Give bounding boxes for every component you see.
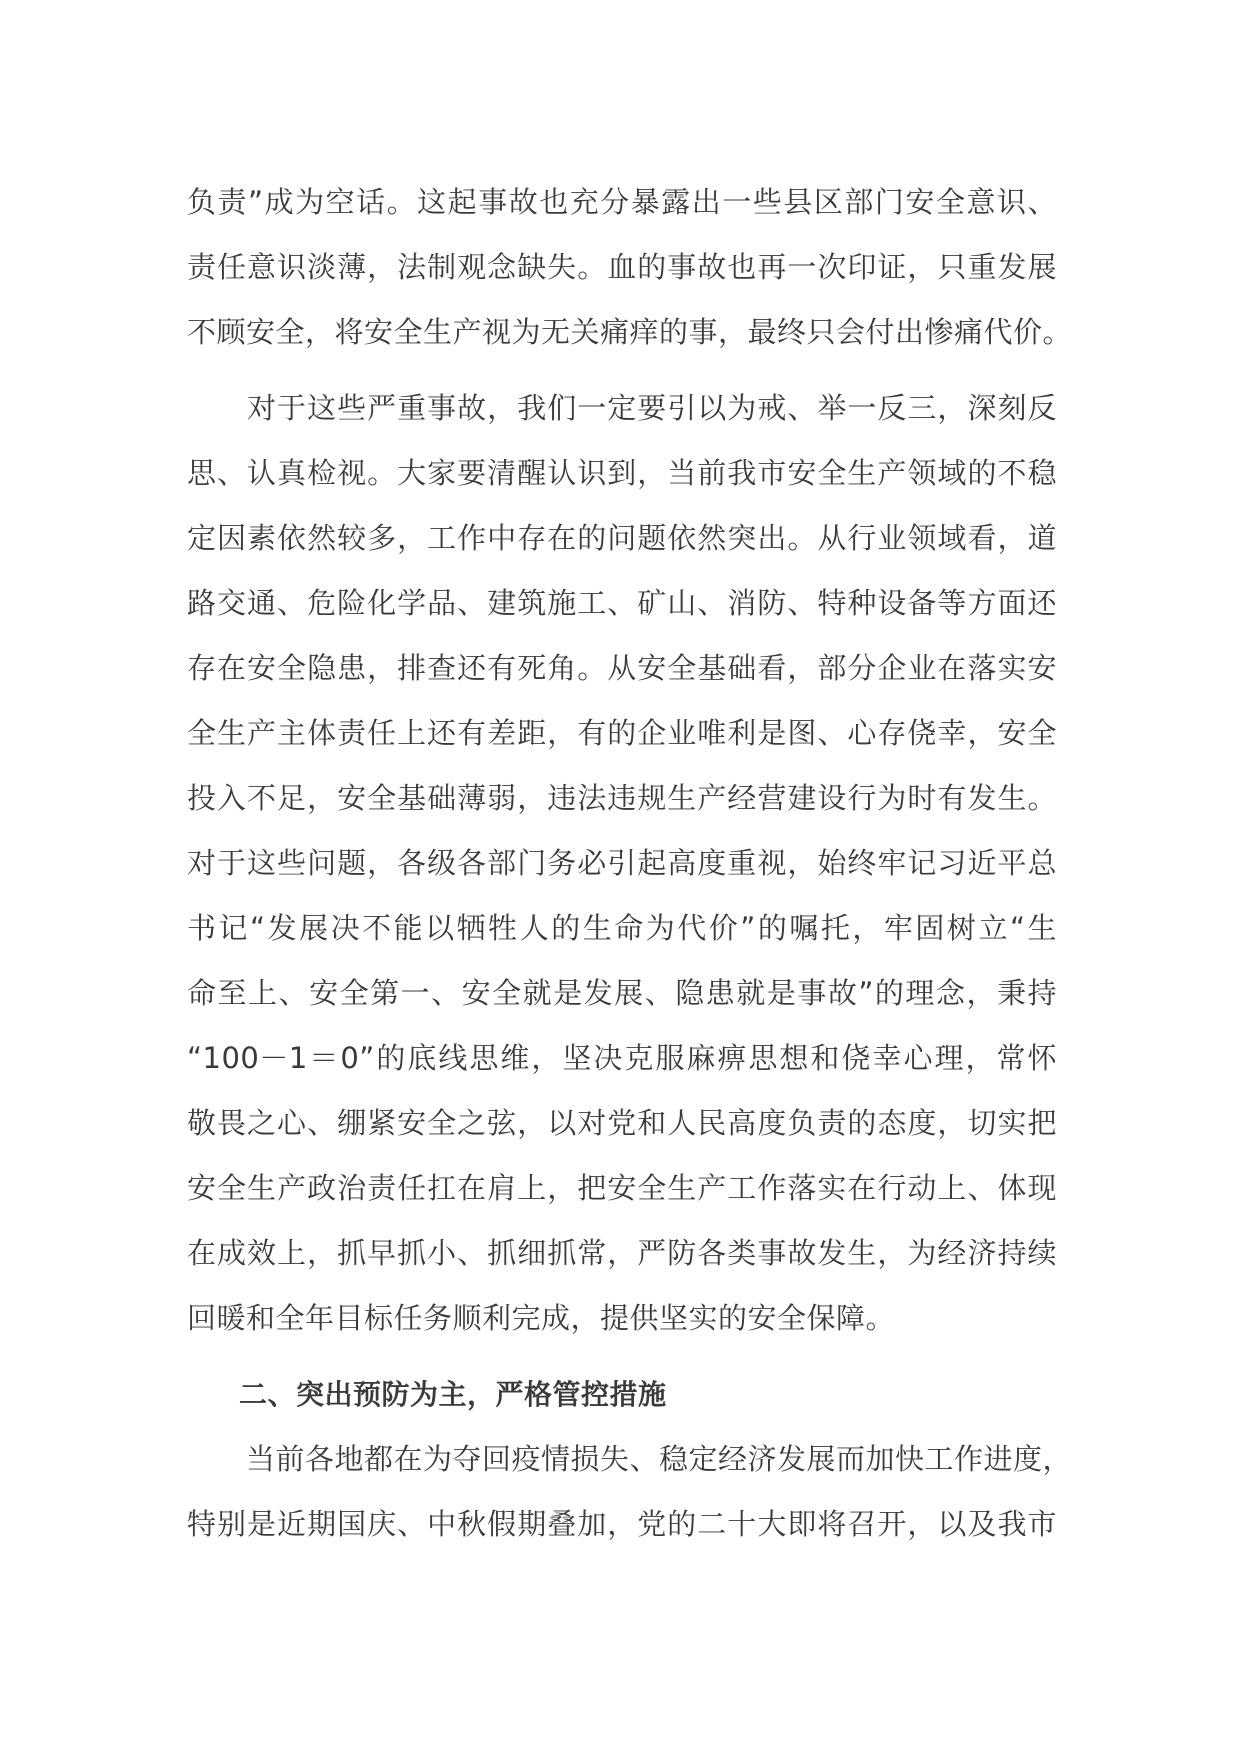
text-line: 特别是近期国庆、中秋假期叠加，党的二十大即将召开，以及我市 bbox=[187, 1507, 1057, 1541]
text-line: 负责”成为空话。这起事故也充分暴露出一些县区部门安全意识、 bbox=[187, 185, 1057, 219]
text-line: 存在安全隐患，排查还有死角。从安全基础看，部分企业在落实安 bbox=[187, 651, 1057, 685]
text-line: 安全生产政治责任扛在肩上，把安全生产工作落实在行动上、体现 bbox=[187, 1171, 1057, 1205]
paragraph-3 bbox=[187, 1427, 1073, 1557]
text-line: 在成效上，抓早抓小、抓细抓常，严防各类事故发生，为经济持续 bbox=[187, 1236, 1057, 1270]
text-line: 全生产主体责任上还有差距，有的企业唯利是图、心存侥幸，安全 bbox=[187, 716, 1057, 750]
paragraph-1 bbox=[187, 170, 1073, 365]
text-line: 命至上、安全第一、安全就是发展、隐患就是事故”的理念，秉持 bbox=[187, 976, 1057, 1010]
text-line: 责任意识淡薄，法制观念缺失。血的事故也再一次印证，只重发展 bbox=[187, 250, 1057, 284]
text-line: 路交通、危险化学品、建筑施工、矿山、消防、特种设备等方面还 bbox=[187, 586, 1057, 620]
paragraph-2 bbox=[187, 376, 1057, 1351]
text-line: 定因素依然较多，工作中存在的问题依然突出。从行业领域看，道 bbox=[187, 521, 1057, 555]
text-line: 书记“发展决不能以牺牲人的生命为代价”的嘱托，牢固树立“生 bbox=[187, 911, 1057, 945]
text-line: 不顾安全，将安全生产视为无关痛痒的事，最终只会付出惨痛代价。 bbox=[187, 315, 1073, 349]
section-heading: 二、突出预防为主，严格管控措施 bbox=[239, 1378, 667, 1411]
text-line: 对于这些严重事故，我们一定要引以为戒、举一反三，深刻反 bbox=[187, 391, 1057, 425]
text-line: 敬畏之心、绷紧安全之弦，以对党和人民高度负责的态度，切实把 bbox=[187, 1106, 1057, 1140]
text-line: 思、认真检视。大家要清醒认识到，当前我市安全生产领域的不稳 bbox=[187, 456, 1057, 490]
document-body bbox=[187, 170, 1073, 1557]
text-line: 投入不足，安全基础薄弱，违法违规生产经营建设行为时有发生。 bbox=[187, 781, 1057, 815]
text-line: 当前各地都在为夺回疫情损失、稳定经济发展而加快工作进度， bbox=[187, 1442, 1073, 1476]
text-line: 回暖和全年目标任务顺利完成，提供坚实的安全保障。 bbox=[187, 1301, 896, 1335]
text-line: “100－1＝0”的底线思维，坚决克服麻痹思想和侥幸心理，常怀 bbox=[187, 1041, 1057, 1075]
text-line: 对于这些问题，各级各部门务必引起高度重视，始终牢记习近平总 bbox=[187, 846, 1057, 880]
